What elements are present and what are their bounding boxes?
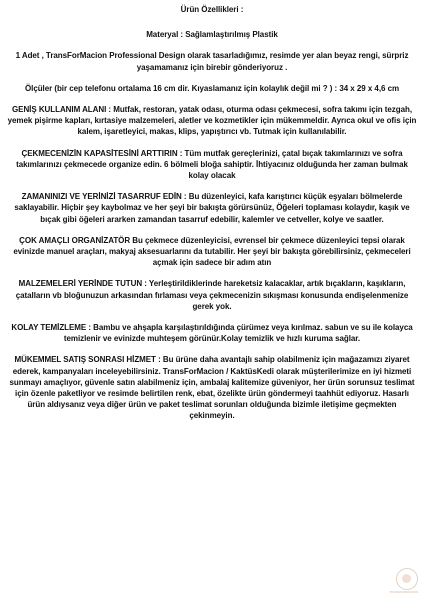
- capacity-paragraph: ÇEKMECENİZİN KAPASİTESİNİ ARTTIRIN : Tüm mutfak gereçlerinizi, çatal bıçak takımlarınızı ve sofra takımlarınızı çekmecede organize edin. 6 bölmeli bloğa sahiptir. İhtiyacınız olduğunda her zaman bulmak kolay olacak: [16, 148, 408, 181]
- spacer: [6, 138, 418, 148]
- spacer: [6, 344, 418, 354]
- spacer: [6, 225, 418, 235]
- page-title: Ürün Özellikleri :: [180, 5, 244, 14]
- spacer: [6, 94, 418, 104]
- keep-in-place-paragraph: MALZEMELERİ YERİNDE TUTUN : Yerleştirildiklerinde hareketsiz kalacaklar, artık bıçakların, kaşıkların, çatalların vb bloğunuzun arkasından fırlaması veya çekmecenizin sıkışması konusunda endişelenmenize gerek yok.: [15, 279, 409, 311]
- multi-purpose-paragraph: ÇOK AMAÇLI ORGANİZATÖR Bu çekmece düzenleyicisi, evrensel bir çekmece düzenleyici tepsi olarak evinizde manuel araçları, makyaj aksesuarlarını da tutabilir. Her şeyi bir bakışta görebilirsiniz, çekmeceleri açmak için sadece bir adım atın: [13, 235, 411, 268]
- after-sales-paragraph: MÜKEMMEL SATIŞ SONRASI HİZMET : Bu ürüne daha avantajlı sahip olabilmeniz için mağazamızı ziyaret ederek, kampanyaları inceleyebilirsiniz. TransForMacion / KaktüsKedi olarak müşterilerimize en iyi hizmeti sunmayı amaçlıyor, güvenle satın alabilmeniz için, ambalaj kalitemize güveniyor, her ürün sorunsuz teslimat için özenle paketliyor ve resimde belirtilen renk, ebat, özelikte ürün göndermeyi taahhüt ediyoruz. Hasarlı ürün aldıysanız veya diğer ürün ve paket teslimat sorunları olduğunda bizimle iletişime geçmekten çekinmeyin.: [9, 355, 415, 421]
- easy-clean-paragraph: KOLAY TEMİZLEME : Bambu ve ahşapla karşılaştırıldığında çürümez veya kırılmaz. sabun ve su ile kolayca temizlenir ve evinizde muhteşem görünür.Kolay temizlik ve hızlı kuruma sağlar.: [11, 323, 413, 344]
- spacer: [6, 312, 418, 322]
- dimensions-paragraph: Ölçüler (bir cep telefonu ortalama 16 cm dir. Kıyaslamanız için kolaylık değil mi ? ) : 34 x 29 x 4,6 cm: [24, 83, 400, 93]
- spacer: [6, 181, 418, 191]
- usage-area-paragraph: GENİŞ KULLANIM ALANI : Mutfak, restoran, yatak odası, oturma odası çekmecesi, sofra takımı için tezgah, yemek pişirme kapları, kırtasiye malzemeleri, aletler ve kozmetikler için mükemmeldir. Ayrıca okul ve ofis için kalem, işaretleyici, makas, klips, yapıştırıcı vb. Tutmak için kullanılabilir.: [7, 105, 417, 137]
- save-time-paragraph: ZAMANINIZI VE YERİNİZİ TASARRUF EDİN : Bu düzenleyici, kafa karıştırıcı küçük eşyaları bölmelerde saklayabilir. Hiçbir şey kaybolmaz ve her şeyi bir bakışta görürsünüz, Öğeleri toplaması kolaydır, kaşık ve bıçak gibi öğeleri ararken zamandan tasarruf edebilir, kalemler ve cetveller, kolye ve saatler.: [14, 192, 410, 224]
- quantity-paragraph: 1 Adet , TransForMacion Professional Design olarak tasarladığımız, resimde yer alan beyaz rengi, sürpriz yaşamamanız için birebir gönderiyoruz .: [15, 51, 409, 72]
- logo-icon: [396, 568, 418, 590]
- material-paragraph: Materyal : Sağlamlaştırılmış Plastik: [146, 30, 278, 40]
- brand-watermark: [389, 568, 422, 596]
- spacer: [6, 40, 418, 50]
- spacer: [6, 268, 418, 278]
- spacer: [6, 73, 418, 83]
- watermark-text: TRANSFORMACION: [389, 590, 419, 594]
